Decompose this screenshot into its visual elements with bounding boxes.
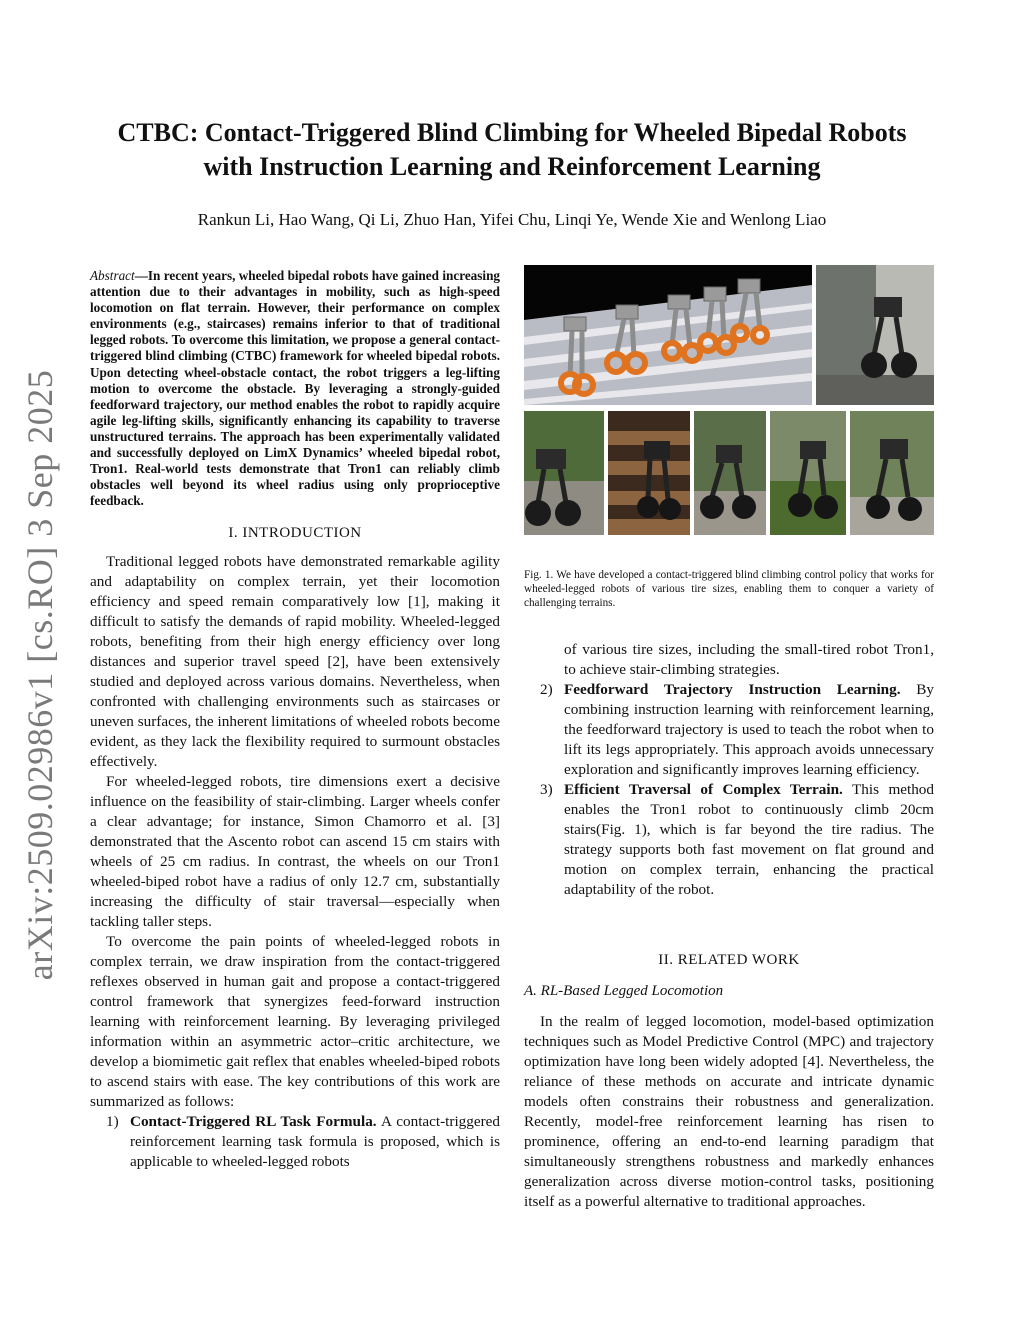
contribution-number: 2) bbox=[540, 681, 553, 698]
title-line-2: with Instruction Learning and Reinforcement Learning bbox=[203, 152, 821, 181]
contribution-number: 1) bbox=[106, 1113, 119, 1131]
contribution-text: A contact-triggered reinforcement learning task formula is proposed, which is applicable to wheeled-legged robots bbox=[130, 1113, 500, 1171]
intro-paragraph-3: To overcome the pain points of wheeled-legged robots in complex terrain, we draw inspiration from the contact-triggered reflexes observed in human gait and propose a contact-triggered control framework that synergizes feed-forward instruction learning with reinforcement learning. By leveraging privileged information within an asymmetric actor–critic architecture, we develop a biomimetic gait reflex that enables wheeled-biped robots to ascend stairs with ease. The key contributions of this work are summarized as follows: bbox=[90, 933, 500, 1111]
contribution-list-2 bbox=[524, 680, 934, 900]
title-line-1: CTBC: Contact-Triggered Blind Climbing for Wheeled Bipedal Robots bbox=[117, 118, 907, 147]
contribution-text: By combining instruction learning with reinforcement learning, the feedforward trajectory is used to teach the robot when to lift its legs appropriately. This approach avoids unnecessary exploration and significantly improves learning efficiency. bbox=[564, 681, 934, 778]
left-column bbox=[90, 268, 500, 1172]
contribution-list bbox=[90, 1112, 500, 1172]
paper-title bbox=[60, 116, 964, 184]
intro-paragraph-2: For wheeled-legged robots, tire dimensions exert a decisive influence on the feasibility of stair-climbing. Larger wheels confer a clear advantage; for instance, Simon Chamorro et al. [3] demonstrated that the Ascento robot can ascend 15 cm stairs with wheels of 25 cm radius. In contrast, the wheels on our Tron1 wheeled-biped robot have a radius of only 12.7 cm, substantially increasing the difficulty of stair traversal—especially when tackling taller steps. bbox=[90, 773, 500, 931]
contribution-title: Contact-Triggered RL Task Formula. bbox=[130, 1113, 377, 1131]
contribution-number: 3) bbox=[540, 781, 553, 798]
simulation-image bbox=[524, 265, 812, 405]
contribution-item-1 bbox=[90, 1112, 500, 1172]
contribution-item-2 bbox=[524, 680, 934, 780]
contribution-item-3 bbox=[524, 780, 934, 900]
figure-1 bbox=[524, 265, 934, 555]
contribution-text: This method enables the Tron1 robot to continuously climb 20cm stairs(Fig. 1), which is far beyond the tire radius. The strategy supports both fast movement on flat ground and motion on complex terrain, enhancing the practical adaptability of the robot. bbox=[564, 781, 934, 898]
abstract-text: —In recent years, wheeled bipedal robots have gained increasing attention due to their advantages in mobility, such as high-speed locomotion on flat terrain. However, their performance on complex environments (e.g., staircases) remains inferior to that of traditional legged robots. To overcome this limitation, we propose a general contact-triggered blind climbing (CTBC) framework for wheeled bipedal robots. Upon detecting wheel-obstacle contact, the robot triggers a leg-lifting motion to overcome the obstacle. By leveraging a strongly-guided feedforward trajectory, our method enables the robot to rapidly acquire agile leg-lifting skills, significantly enhancing its capability to traverse unstructured terrains. The approach has been experimentally validated and successfully deployed on LimX Dynamics’ wheeled bipedal robot, Tron1. Real-world tests demonstrate that Tron1 can reliably climb obstacles well beyond its wheel radius using only proprioceptive feedback. bbox=[90, 268, 500, 509]
intro-paragraph-1: Traditional legged robots have demonstrated remarkable agility and adaptability on complex terrain, yet their locomotion efficiency and speed remain comparatively low [1], making it difficult to satisfy the demands of rapid mobility. Wheeled-legged robots, benefiting from their high energy efficiency over long distances and superior travel speed [2], have been extensively studied and deployed across various domains. Nevertheless, when confronted with challenging environments such as staircases or uneven surfaces, the inherent limitations of wheeled robots become evident, as they lack the flexibility required to surmount obstacles effectively. bbox=[90, 553, 500, 771]
related-work-paragraph: In the realm of legged locomotion, model-based optimization techniques such as Model Predictive Control (MPC) and trajectory optimization have long been widely adopted [4]. Nevertheless, the reliance of these methods on accurate and intricate dynamic models often constrains their robustness and generalization. Recently, model-free reinforcement learning has risen to prominence, offering an end-to-end learning paradigm that simultaneously strengthens robustness and markedly enhances generalization across diverse motion-control tasks, positioning itself as a powerful alternative to traditional approaches. bbox=[524, 1013, 934, 1210]
abstract-label: Abstract bbox=[90, 268, 135, 283]
arxiv-id: arXiv:2509.02986v1 [cs.RO] 3 Sep 2025 bbox=[20, 369, 60, 981]
abstract bbox=[90, 268, 500, 509]
related-work-subheading: A. RL-Based Legged Locomotion bbox=[524, 983, 724, 999]
glass-door-robot-photo bbox=[816, 265, 934, 405]
contribution-title: Feedforward Trajectory Instruction Learning. bbox=[564, 681, 901, 698]
intro-heading: I. INTRODUCTION bbox=[228, 525, 362, 542]
curb-climb-photo bbox=[694, 411, 766, 535]
contribution-list-continued bbox=[524, 640, 934, 900]
outdoor-step-photo bbox=[524, 411, 604, 535]
figure-caption: Fig. 1. We have developed a contact-triggered blind climbing control policy that works for wheeled-legged robots of various tire sizes, enabling them to conquer a variety of challenging terrains. bbox=[524, 569, 934, 609]
author-list: Rankun Li, Hao Wang, Qi Li, Zhuo Han, Yifei Chu, Linqi Ye, Wende Xie and Wenlong Liao bbox=[197, 210, 827, 229]
contribution-title: Efficient Traversal of Complex Terrain. bbox=[564, 781, 843, 798]
arxiv-watermark bbox=[10, 369, 70, 981]
related-work-section bbox=[524, 936, 934, 1212]
contribution-1-continuation: of various tire sizes, including the small-tired robot Tron1, to achieve stair-climbing strategies. bbox=[564, 641, 934, 678]
sidewalk-step-photo bbox=[850, 411, 934, 535]
related-work-heading: II. RELATED WORK bbox=[658, 952, 800, 968]
grass-curb-photo bbox=[770, 411, 846, 535]
wooden-stairs-photo bbox=[608, 411, 690, 535]
